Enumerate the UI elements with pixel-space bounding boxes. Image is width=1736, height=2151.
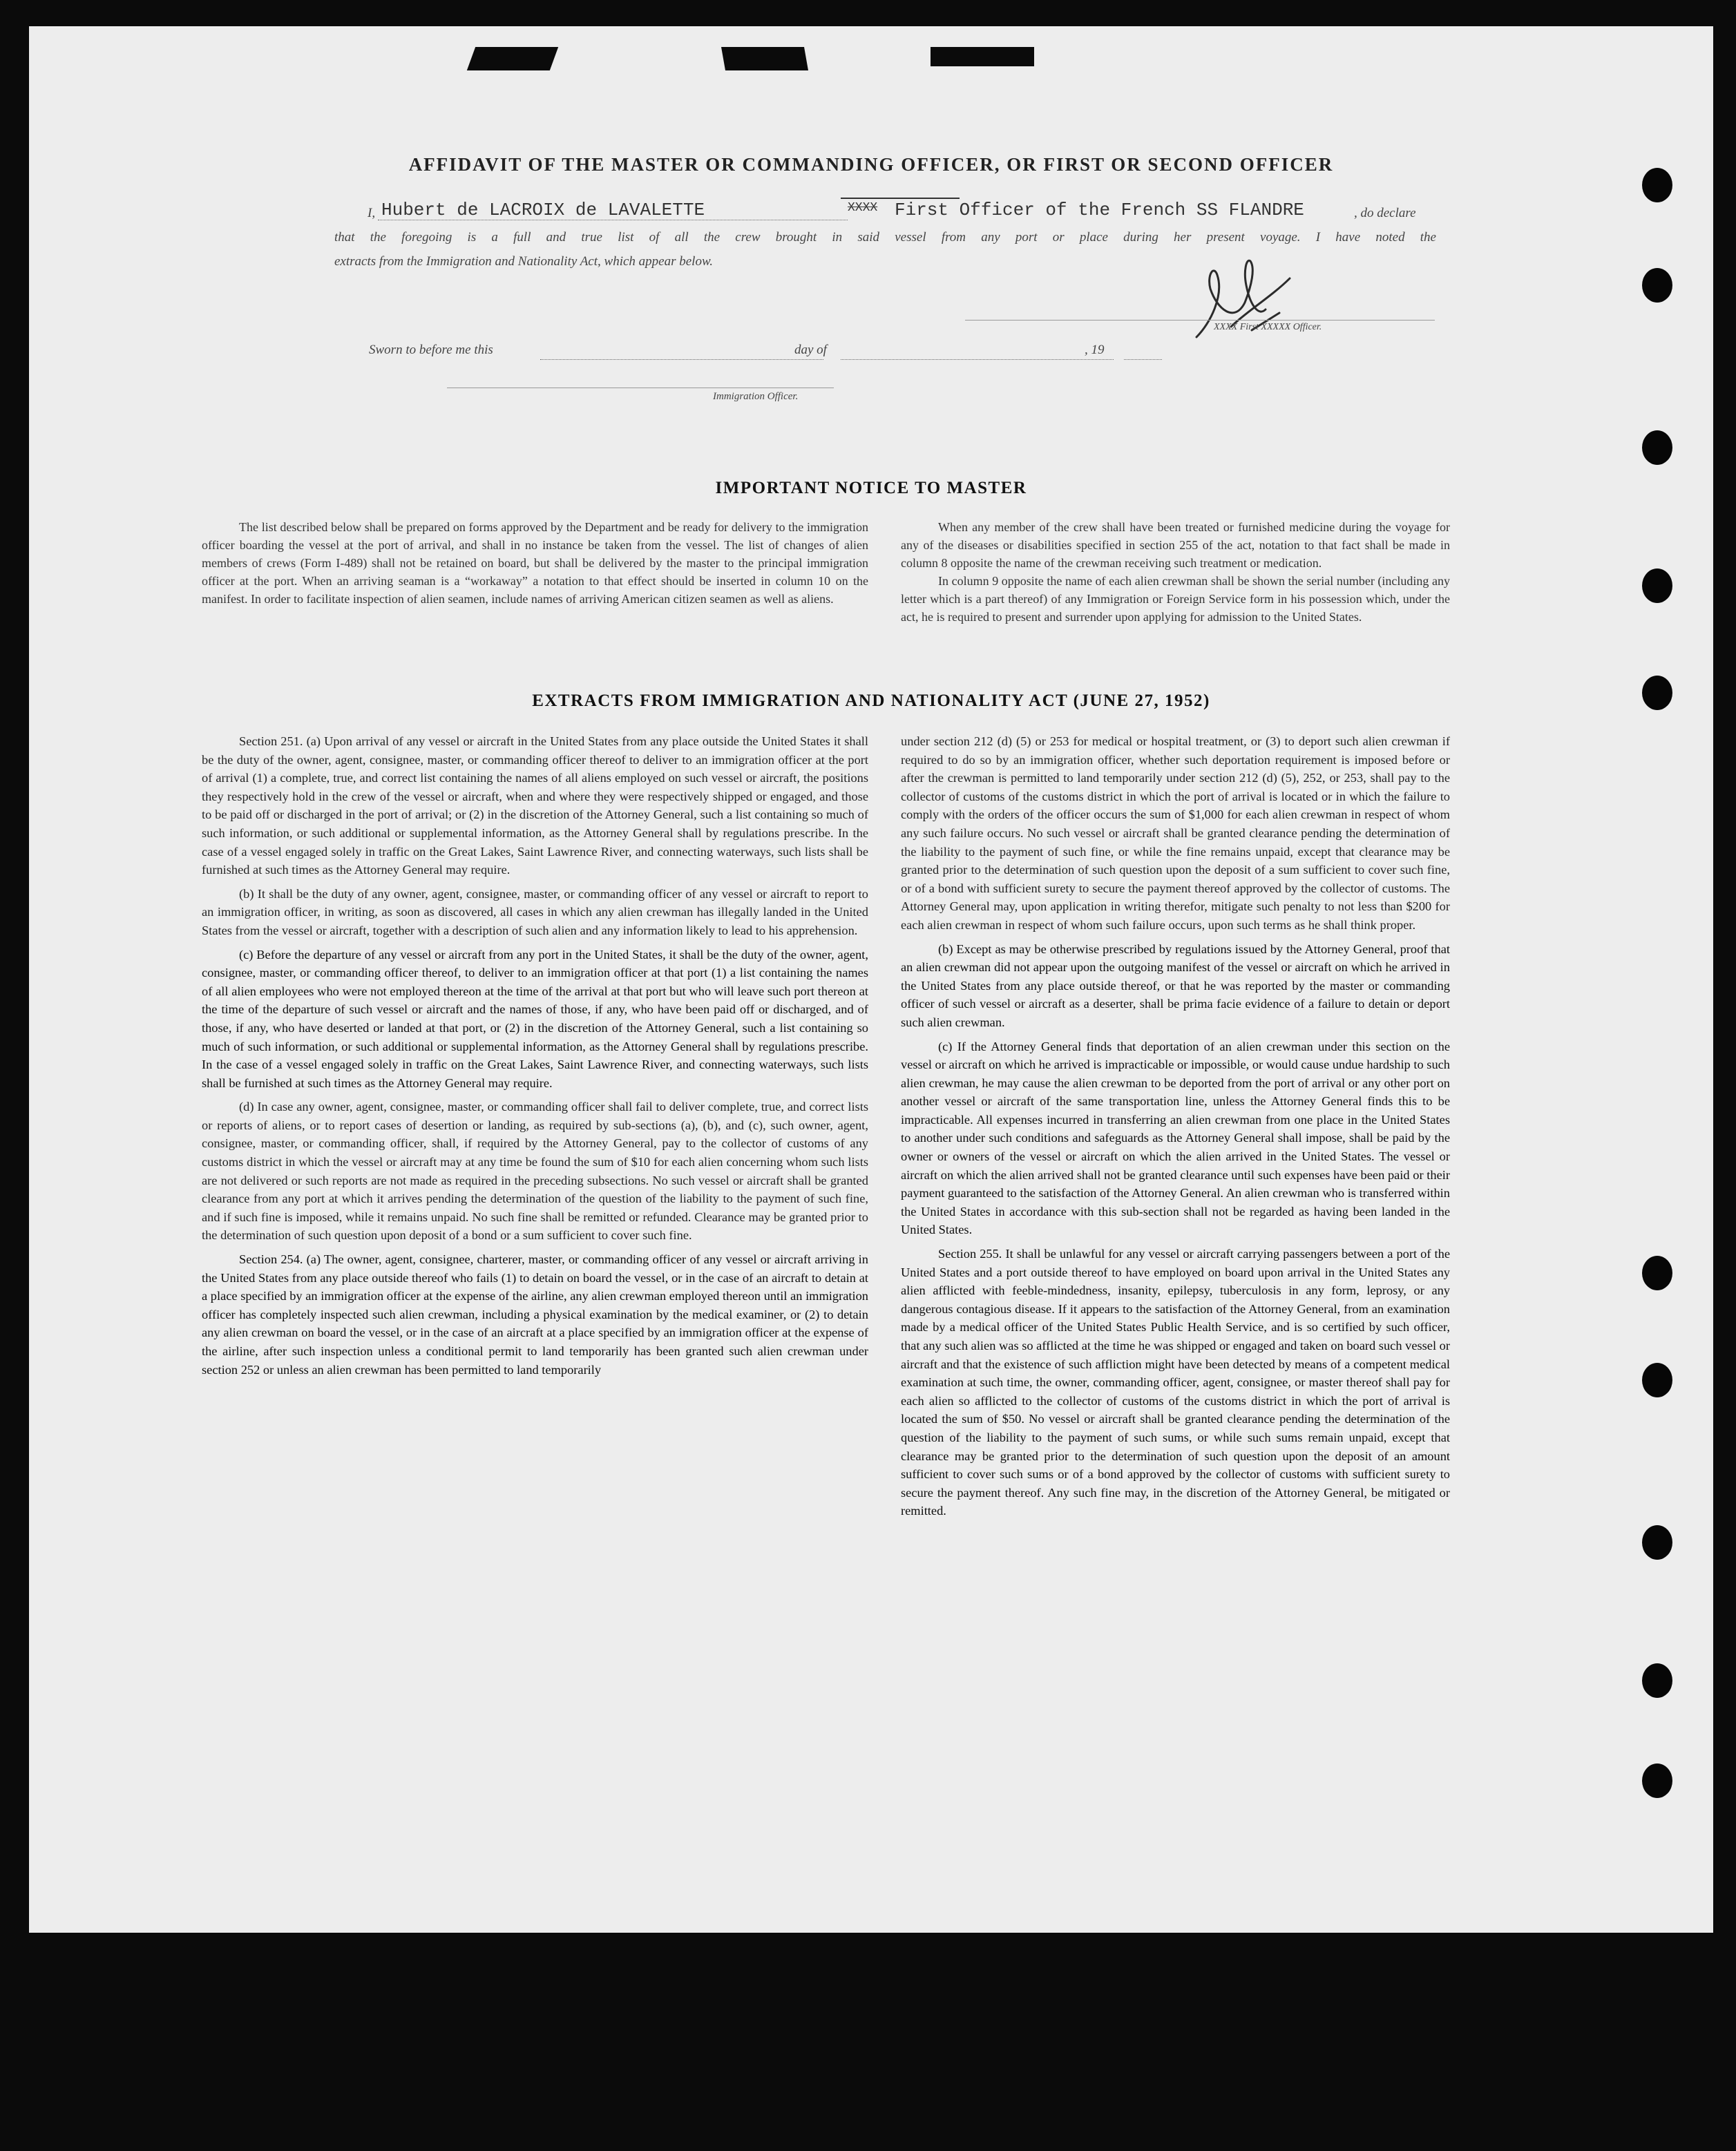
top-edge-notch — [721, 47, 808, 70]
punch-hole — [1642, 1763, 1672, 1798]
section-254b: (b) Except as may be otherwise prescribed by regulations issued by the Attorney General, proof that an alien crewman did not appear upon the outgoing manifest of the vessel or aircraft on which he arrived in the United States from any place outside thereof, or that he was reported by the master or commanding officer of such vessel or aircraft as a deserter, shall be prima facie evidence of a failure to detain or deport such alien crewman. — [901, 941, 1450, 1029]
notice-right-column — [901, 518, 1450, 626]
punch-hole — [1642, 1363, 1672, 1397]
extracts-right-column — [901, 732, 1450, 1526]
section-251d: (d) In case any owner, agent, consignee, master, or commanding officer shall fail to deliver complete, true, and correct lists or reports of aliens, or to report cases of desertion or landing, as required by sub-sections (a), (b), and (c), such owner, agent, consignee, master, or commanding officer, shall, if required by the Attorney General, pay to the collector of customs of any customs district in which the vessel or aircraft may at any time be found the sum of $10 for each alien concerning whom such lists are not delivered or such reports are not made as required in the preceding subsections. No such vessel or aircraft shall be granted clearance from any port at which it arrives pending the determination of the question of the liability to the payment of such fine, and if such fine is imposed, while it remains unpaid. No such fine shall be remitted or refunded. Clearance may be granted prior to the determination of such question upon deposit of a bond or a sum sufficient to cover such fine. — [202, 1100, 868, 1243]
year-label: , 19 — [1085, 343, 1105, 357]
extracts-left-column — [202, 732, 868, 1384]
day-of-label: day of — [794, 343, 827, 357]
punch-hole — [1642, 268, 1672, 303]
sworn-day-line — [540, 359, 823, 360]
notice-left-column — [202, 518, 868, 608]
section-251c: (c) Before the departure of any vessel or aircraft from any port in the United States, it shall be the duty of the owner, agent, consignee, master, or commanding officer thereof, to deliver to an immigration officer at that port (1) a list containing the names of all alien employees who were not employed thereon at the time of the arrival at that port but who will leave such port thereon at the time of the departure of such vessel or aircraft and the names of those, if any, who have been paid off or discharged, and of those, if any, who have deserted or landed at that port, or (2) in the discretion of the Attorney General, such a list containing so much of such information, or such additional or supplemental information, as the Attorney General shall by regulations prescribe. In the case of a vessel engaged solely in traffic on the Great Lakes, Saint Lawrence River, and connecting waterways, such lists shall be furnished at such times as the Attorney General may require. — [202, 947, 868, 1090]
declare-prefix: I, — [368, 206, 376, 220]
struck-text: XXXX — [848, 201, 878, 215]
notice-paragraph: In column 9 opposite the name of each alien crewman shall be shown the serial number (including any letter which is a part thereof) of any Immigration or Foreign Service form in his possession which, under the act, he is required to present and surrender upon applying for admission to the United States. — [901, 574, 1450, 624]
notice-paragraph: When any member of the crew shall have been treated or furnished medicine during the voyage for any of the diseases or disabilities specified in section 255 of the act, notation to that fact shall be made in column 8 opposite the name of the crewman receiving such treatment or medication. — [901, 520, 1450, 570]
extracts-title: EXTRACTS FROM IMMIGRATION AND NATIONALITY ACT (JUNE 27, 1952) — [532, 691, 1210, 710]
section-251a: Section 251. (a) Upon arrival of any vessel or aircraft in the United States from any place outside the United States it shall be the duty of the owner, agent, consignee, master, or commanding officer thereof to deliver to an immigration officer at the port of arrival (1) a complete, true, and correct list containing the names of all aliens employed on such vessel or aircraft, the positions they respectively hold in the crew of the vessel or aircraft, when and where they were respectively shipped or engaged, and those to be paid off or discharged in the port of arrival; or (2) in the discretion of the Attorney General, such a list containing so much of such information, or such additional or supplemental information, as the Attorney General shall by regulations prescribe. In the case of a vessel engaged solely in traffic on the Great Lakes, Saint Lawrence River, and connecting waterways, such lists shall be furnished at such times as the Attorney General may require. — [202, 734, 868, 877]
section-254c: (c) If the Attorney General finds that deportation of an alien crewman under this section on the vessel or aircraft on which he arrived is impracticable or impossible, or would cause undue hardship to such alien crewman, he may cause the alien crewman to be deported from the port of arrival or any other port on another vessel or aircraft of the same transportation line, unless the Attorney General finds this to be impracticable. All expenses incurred in transferring an alien crewman from one place in the United States to another under such conditions and safeguards as the Attorney General shall impose, shall be paid by the owner or owners of the vessel or aircraft on which the alien arrived in the United States. The vessel or aircraft on which the alien arrived shall not be granted clearance until such expenses have been paid or their payment guaranteed to the satisfaction of the Attorney General. An alien crewman who is transferred within the United States in accordance with this sub-section shall not be regarded as having been landed in the United States. — [901, 1039, 1450, 1237]
section-251b: (b) It shall be the duty of any owner, agent, consignee, master, or commanding officer of any vessel or aircraft to report to an immigration officer, in writing, as soon as discovered, all cases in which any alien crewman has illegally landed in the United States from the vessel or aircraft, together with a description of such alien and any information likely to lead to his apprehension. — [202, 886, 868, 937]
sworn-label: Sworn to before me this — [369, 343, 493, 357]
officer-signature-line — [965, 320, 1435, 321]
punch-hole — [1642, 1663, 1672, 1698]
typed-officer-name: Hubert de LACROIX de LAVALETTE — [381, 200, 705, 220]
punch-hole — [1642, 430, 1672, 465]
year-line — [1124, 359, 1162, 360]
immigration-officer-label: Immigration Officer. — [713, 391, 799, 402]
officer-role-label: XXXX First XXXXX Officer. — [1214, 322, 1322, 332]
notice-paragraph: The list described below shall be prepared on forms approved by the Department and be ready for delivery to the immigration officer boarding the vessel at the port of arrival, and shall in no instance be taken from the vessel. The list of changes of alien members of crews (Form I-489) shall not be retained on board, but shall be delivered by the master to the principal immigration officer at the port. When an arriving seaman is a “workaway” a notation to that effect should be inserted in column 10 on the manifest. In order to facilitate inspection of alien seamen, include names of arriving American citizen seamen as well as aliens. — [202, 520, 868, 606]
officer-signature — [1169, 247, 1348, 351]
document-page — [29, 26, 1713, 1933]
declare-suffix: , do declare — [1354, 206, 1416, 220]
declaration-line-2: that the foregoing is a full and true list of all the crew brought in said vessel from any port or place during her present voyage. I have noted the — [334, 230, 1436, 245]
punch-hole — [1642, 568, 1672, 603]
typed-officer-role: First Officer of the French SS FLANDRE — [895, 200, 1304, 220]
section-254a-continued: under section 212 (d) (5) or 253 for medical or hospital treatment, or (3) to deport such alien crewman if required to do so by an immigration officer, whether such deportation requirement is imposed before or after the crewman is permitted to land temporarily under section 212 (d) (5), 252, or 253, shall pay to the collector of customs of the customs district in which the port of arrival is located or in which the failure to comply with the orders of the officer occurs the sum of $1,000 for each alien crewman in respect of whom any such failure occurs. No such vessel or aircraft shall be granted clearance pending the determination of the liability to the payment of such fine, or while the fine remains unpaid, except that clearance may be granted prior to the determination of such question upon the deposit of a sum sufficient to cover such fine, or of a bond with sufficient surety to secure the payment thereof approved by the collector of customs. The Attorney General may, upon application in writing therefor, mitigate such penalty to not less than $200 for each alien crewman in respect of whom such failure occurs, upon such terms as he shall think proper. — [901, 734, 1450, 932]
top-edge-notch — [467, 47, 558, 70]
title-divider — [841, 198, 960, 199]
section-254a: Section 254. (a) The owner, agent, consignee, charterer, master, or commanding officer of any vessel or aircraft arriving in the United States from any place outside thereof who fails (1) to detain on board the vessel, or in the case of an aircraft to detain at a place specified by an immigration officer at the expense of the airline, any alien crewman employed thereon until an immigration officer has completely inspected such alien crewman, including a physical examination by the medical examiner, or (2) to detain any alien crewman on board the vessel, or in the case of an aircraft at a place specified by an immigration officer at the expense of the airline, after such inspection unless a conditional permit to land temporarily has been granted such alien crewman under section 252 or unless an alien crewman has been permitted to land temporarily — [202, 1252, 868, 1377]
declaration-line-3: extracts from the Immigration and Nationality Act, which appear below. — [334, 254, 713, 269]
punch-hole — [1642, 1256, 1672, 1290]
notice-title: IMPORTANT NOTICE TO MASTER — [715, 479, 1027, 497]
sworn-month-line — [841, 359, 1114, 360]
section-255: Section 255. It shall be unlawful for any vessel or aircraft carrying passengers between a port of the United States and a port outside thereof to have employed on board upon arrival in the United States any alien afflicted with feeble-mindedness, insanity, epilepsy, tuberculosis in any form, leprosy, or any dangerous contagious disease. If it appears to the satisfaction of the Attorney General, from an examination made by a medical officer of the United States Public Health Service, and is so certified by such officer, that any such alien was so afflicted at the time he was shipped or engaged and taken on board such vessel or aircraft and that the existence of such affliction might have been detected by means of a competent medical examination at such time, the owner, commanding officer, agent, consignee, or master thereof shall pay for each alien so afflicted to the collector of customs of the customs district in which the port of arrival is located the sum of $50. No vessel or aircraft shall be granted clearance pending the determination of the question of the liability to the payment of such sums, or while such sums remain unpaid, except that clearance may be granted prior to the determination of such question upon the deposit of an amount sufficient to cover such sums or of a bond approved by the collector of customs with sufficient surety to secure the payment thereof. Any such fine may, in the discretion of the Attorney General, be mitigated or remitted. — [901, 1247, 1450, 1518]
affidavit-title: AFFIDAVIT OF THE MASTER OR COMMANDING OFFICER, OR FIRST OR SECOND OFFICER — [408, 154, 1334, 175]
top-edge-notch — [931, 47, 1034, 66]
punch-hole — [1642, 1525, 1672, 1560]
